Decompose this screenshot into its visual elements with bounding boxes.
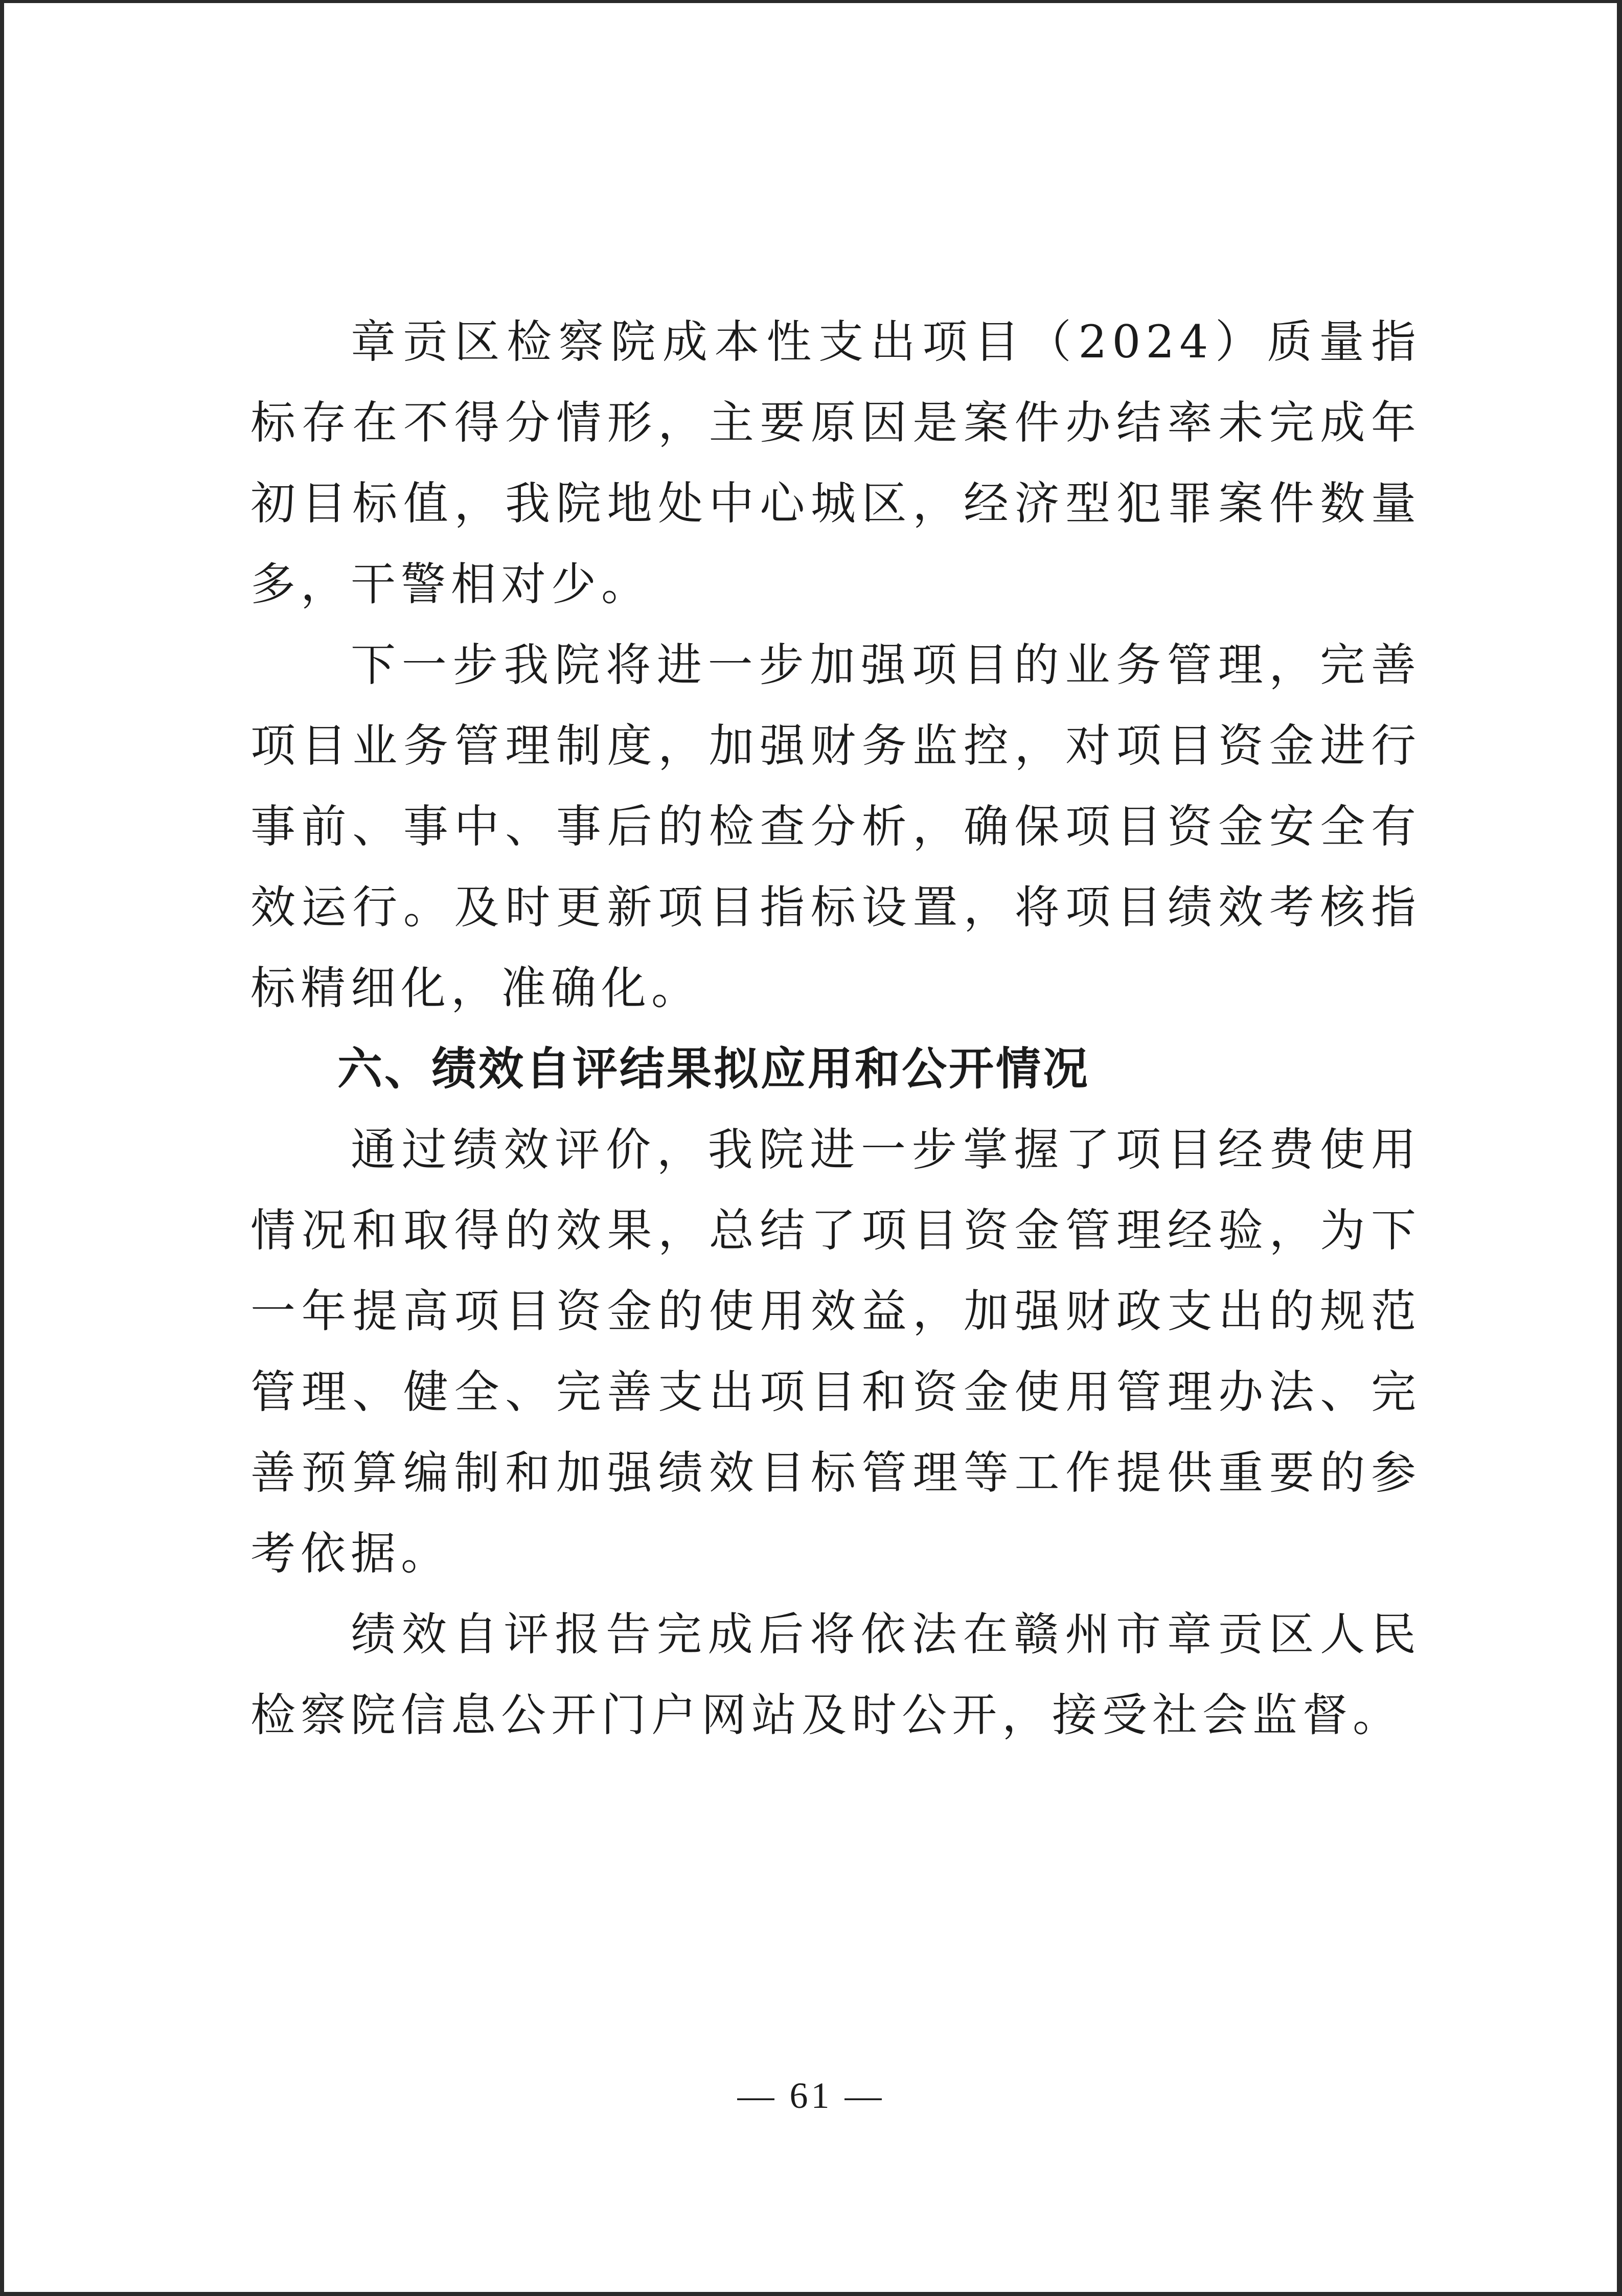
paragraph-next-steps: 下一步我院将进一步加强项目的业务管理，完善项目业务管理制度，加强财务监控，对项目资金进行事前、事中、事后的检查分析，确保项目资金安全有效运行。及时更新项目指标设置，将项目绩效考核指标精细化，准确化。 — [250, 639, 1421, 1014]
paragraph-evaluation-application: 通过绩效评价，我院进一步掌握了项目经费使用情况和取得的效果，总结了项目资金管理经验，为下一年提高项目资金的使用效益，加强财政支出的规范管理、健全、完善支出项目和资金使用管理办法、完善预算编制和加强绩效目标管理等工作提供重要的参考依据。 — [250, 1123, 1421, 1580]
document-body — [250, 302, 1421, 1756]
scan-border-left — [0, 0, 4, 2296]
scan-border-top — [0, 0, 1622, 3]
section-heading-six: 六、绩效自评结果拟应用和公开情况 — [337, 1042, 1090, 1095]
scan-border-bottom — [0, 2292, 1622, 2296]
scan-border-right — [1617, 0, 1622, 2296]
page-number: — 61 — — [737, 2075, 885, 2116]
paragraph-public-disclosure: 绩效自评报告完成后将依法在赣州市章贡区人民检察院信息公开门户网站及时公开，接受社会监督。 — [250, 1608, 1421, 1741]
paragraph-quality-indicator: 章贡区检察院成本性支出项目（2024）质量指标存在不得分情形，主要原因是案件办结率未完成年初目标值，我院地处中心城区，经济型犯罪案件数量多，干警相对少。 — [250, 315, 1421, 610]
